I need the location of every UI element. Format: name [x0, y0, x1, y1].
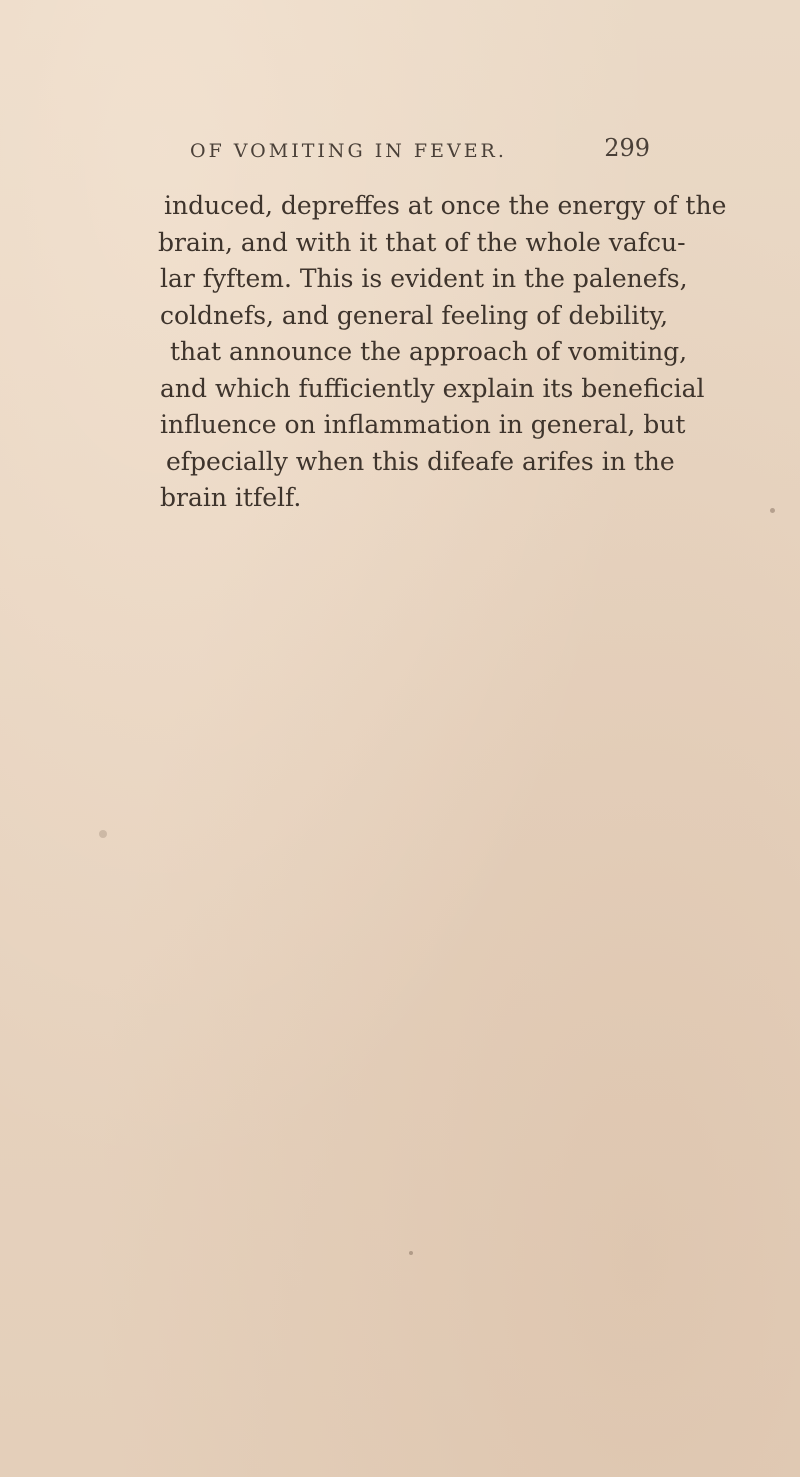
text-line: that announce the approach of vomiting,: [170, 337, 688, 366]
text-line: efpecially when this difeafe arifes in the: [166, 446, 675, 476]
paper-speck: [612, 147, 615, 150]
text-line: brain, and with it that of the whole vafcu-: [158, 227, 686, 257]
body-paragraph: [158, 188, 727, 517]
text-line: brain itfelf.: [160, 483, 302, 512]
text-line: influence on inflammation in general, but: [160, 410, 686, 439]
paper-speck: [409, 1251, 413, 1255]
text-line: and which fufficiently explain its beneficial: [160, 373, 705, 403]
running-head: OF VOMITING IN FEVER.: [190, 140, 507, 162]
paper-speck: [99, 830, 107, 838]
page-number: 299: [604, 134, 650, 162]
text-line: induced, depreffes at once the energy of the: [164, 191, 727, 220]
page-header: [190, 134, 650, 168]
text-line: coldnefs, and general feeling of debility,: [160, 300, 669, 330]
paper-speck: [770, 508, 775, 513]
text-line: lar fyftem. This is evident in the palenefs,: [160, 264, 688, 293]
